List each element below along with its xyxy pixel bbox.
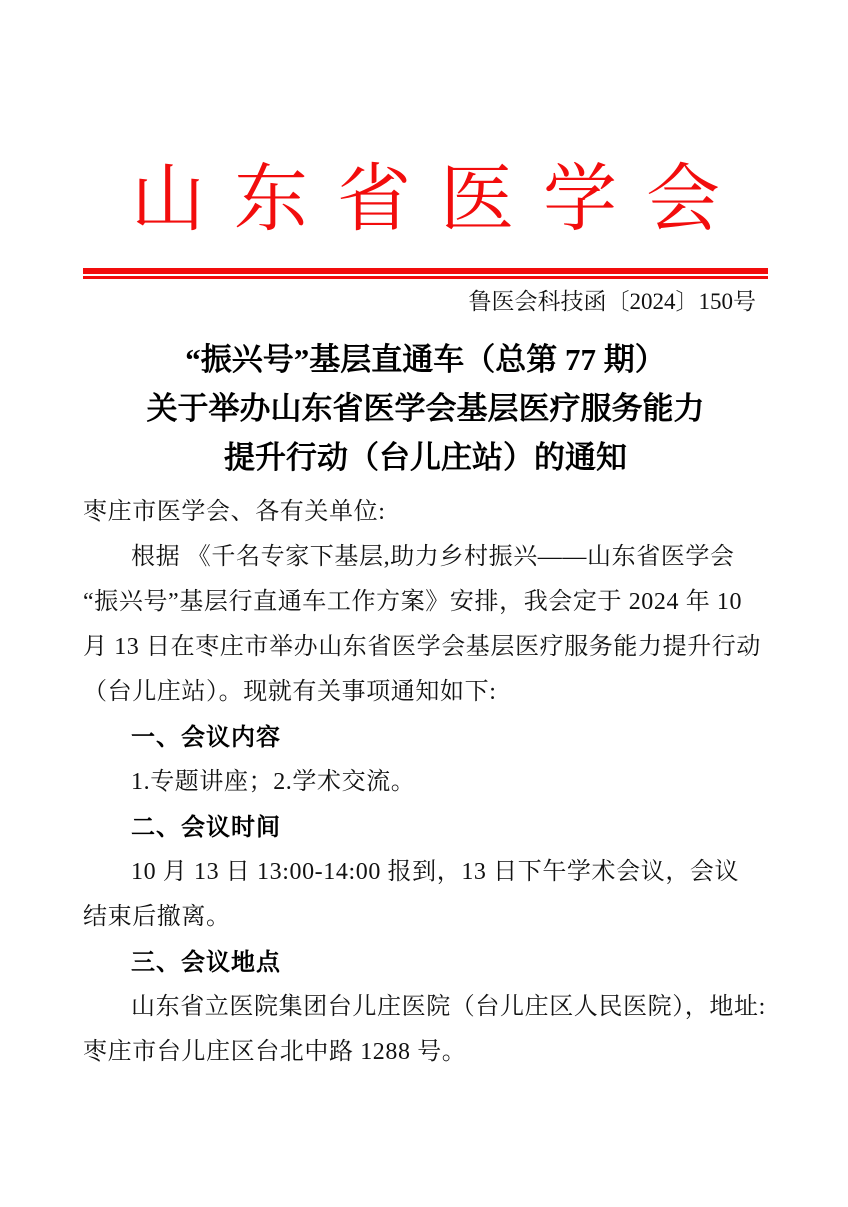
body-line: 根据 《千名专家下基层,助力乡村振兴——山东省医学会 — [131, 544, 735, 570]
section-heading-meeting-time: 二、会议时间 — [131, 814, 281, 841]
body-line: 结束后撤离。 — [83, 904, 231, 930]
body-line: “振兴号”基层行直通车工作方案》安排，我会定于 2024 年 10 — [83, 589, 743, 615]
body-line: 枣庄市台儿庄区台北中路 1288 号。 — [83, 1039, 467, 1065]
section-heading-meeting-content: 一、会议内容 — [131, 724, 281, 751]
section-heading-meeting-location: 三、会议地点 — [131, 949, 281, 976]
doc-title-line-1: “振兴号”基层直通车（总第 77 期） — [185, 342, 666, 377]
body-line: 10 月 13 日 13:00-14:00 报到，13 日下午学术会议，会议 — [131, 859, 740, 885]
body-line: 月 13 日在枣庄市举办山东省医学会基层医疗服务能力提升行动 — [83, 634, 761, 660]
body-line-salutation: 枣庄市医学会、各有关单位: — [83, 499, 386, 525]
doc-reference-number: 鲁医会科技函〔2024〕150号 — [468, 289, 756, 314]
body-line: （台儿庄站）。现就有关事项通知如下: — [83, 679, 497, 705]
body-line: 1.专题讲座；2.学术交流。 — [131, 769, 416, 795]
doc-title-line-3: 提升行动（台儿庄站）的通知 — [224, 440, 627, 475]
doc-title-line-2: 关于举办山东省医学会基层医疗服务能力 — [146, 391, 705, 426]
body-line: 山东省立医院集团台儿庄医院（台儿庄区人民医院），地址: — [131, 994, 766, 1020]
doc-title — [83, 335, 768, 482]
letterhead-org-title: 山东省医学会 — [131, 159, 749, 241]
doc-body — [83, 490, 768, 1075]
letterhead-red-divider — [83, 268, 768, 279]
